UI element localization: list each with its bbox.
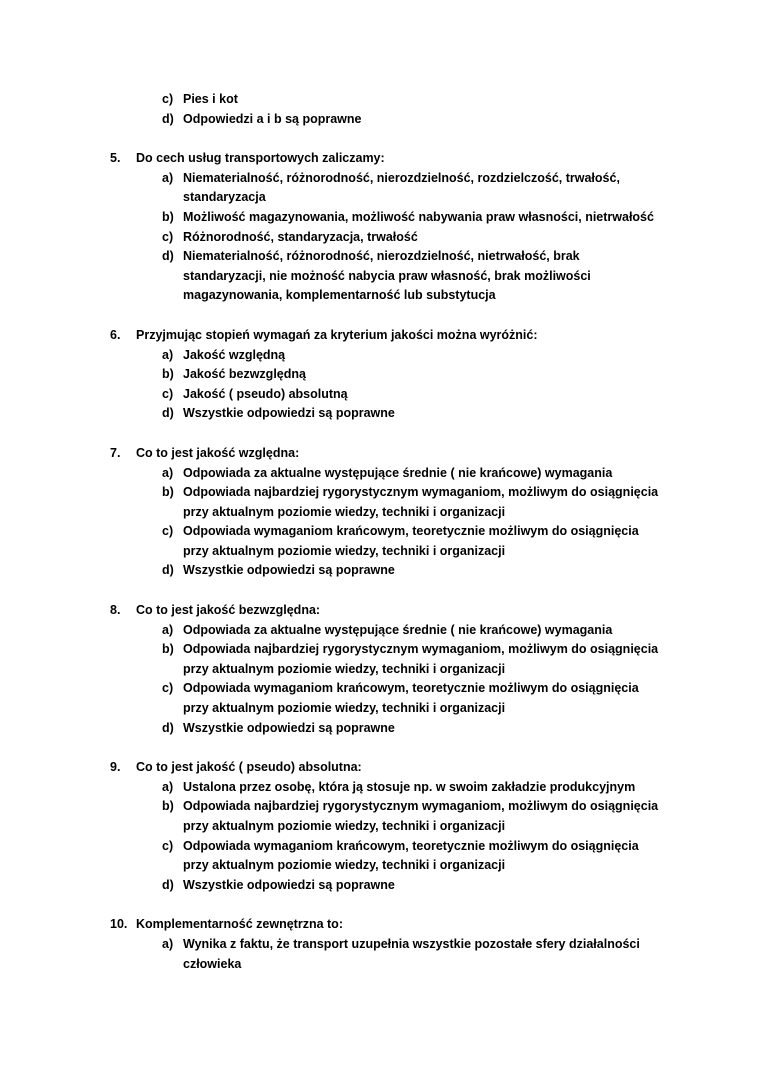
- question-text: Co to jest jakość ( pseudo) absolutna:: [136, 760, 362, 775]
- option-letter: a): [162, 779, 174, 794]
- question-text: Co to jest jakość względna:: [136, 445, 300, 460]
- option-c: [162, 837, 662, 876]
- option-text: Wszystkie odpowiedzi są poprawne: [183, 563, 395, 578]
- option-text: Odpowiada najbardziej rygorystycznym wymaganiom, możliwym do osiągnięcia przy aktualnym poziomie wiedzy, techniki i organizacji: [183, 799, 659, 833]
- option-letter: c): [162, 681, 174, 696]
- option-text: Wszystkie odpowiedzi są poprawne: [183, 406, 395, 421]
- option-text: Niematerialność, różnorodność, nierozdzielność, nietrwałość, brak standaryzacji, nie możność nabycia praw własność, brak możliwości magazynowania, komplementarność lub substytucja: [183, 249, 591, 303]
- option-text: Odpowiada najbardziej rygorystycznym wymaganiom, możliwym do osiągnięcia przy aktualnym poziomie wiedzy, techniki i organizacji: [183, 642, 659, 676]
- option-text: Jakość bezwzględną: [183, 367, 306, 382]
- question-number: 5.: [110, 151, 121, 166]
- question-number: 7.: [110, 445, 121, 460]
- option-letter: a): [162, 170, 174, 185]
- option-text: Możliwość magazynowania, możliwość nabywania praw własności, nietrwałość: [183, 209, 654, 224]
- option-letter: b): [162, 209, 174, 224]
- option-text: Pies i kot: [183, 92, 238, 106]
- option-letter: d): [162, 720, 174, 735]
- option-letter: a): [162, 465, 174, 480]
- options-list: [0, 464, 760, 582]
- option-a: [162, 169, 662, 208]
- option-d: [162, 719, 662, 739]
- question-10: [0, 915, 760, 974]
- option-letter: a): [162, 622, 174, 637]
- question-8: [0, 601, 760, 738]
- option-c: [162, 522, 662, 561]
- option-text: Odpowiedzi a i b są poprawne: [183, 111, 362, 126]
- option-text: Ustalona przez osobę, która ją stosuje np. w swoim zakładzie produkcyjnym: [183, 779, 636, 794]
- option-letter: d): [162, 877, 174, 892]
- options-list: [0, 935, 760, 974]
- option-d: [162, 876, 662, 896]
- option-text: Niematerialność, różnorodność, nierozdzielność, rozdzielczość, trwałość, standaryzacja: [183, 170, 620, 205]
- option-b: [162, 640, 662, 679]
- option-d: [162, 110, 662, 130]
- option-letter: c): [162, 386, 174, 401]
- question-7: [0, 444, 760, 581]
- option-letter: c): [162, 524, 174, 539]
- option-c: [162, 228, 662, 248]
- option-letter: c): [162, 92, 174, 106]
- option-text: Różnorodność, standaryzacja, trwałość: [183, 229, 418, 244]
- option-letter: d): [162, 406, 174, 421]
- question-title: [0, 444, 760, 464]
- option-letter: b): [162, 485, 174, 500]
- question-title: [0, 326, 760, 346]
- question-5: [0, 149, 760, 306]
- option-b: [162, 208, 662, 228]
- options-list: [0, 346, 760, 424]
- question-6: [0, 326, 760, 424]
- question-text: Co to jest jakość bezwzględna:: [136, 603, 321, 618]
- option-c: [162, 90, 662, 110]
- option-b: [162, 365, 662, 385]
- option-text: Odpowiada wymaganiom krańcowym, teoretycznie możliwym do osiągnięcia przy aktualnym poziomie wiedzy, techniki i organizacji: [183, 681, 639, 716]
- option-letter: d): [162, 111, 174, 126]
- option-text: Jakość ( pseudo) absolutną: [183, 386, 348, 401]
- question-number: 10.: [110, 917, 128, 932]
- option-text: Wszystkie odpowiedzi są poprawne: [183, 877, 395, 892]
- options-list: [0, 778, 760, 896]
- option-c: [162, 385, 662, 405]
- question-number: 9.: [110, 760, 121, 775]
- document-page: [0, 90, 760, 974]
- option-a: [162, 346, 662, 366]
- option-text: Odpowiada wymaganiom krańcowym, teoretycznie możliwym do osiągnięcia przy aktualnym poziomie wiedzy, techniki i organizacji: [183, 838, 639, 873]
- option-d: [162, 404, 662, 424]
- question-title: [0, 915, 760, 935]
- option-text: Odpowiada za aktualne występujące średnie ( nie krańcowe) wymagania: [183, 465, 613, 480]
- question-9: [0, 758, 760, 895]
- question-title: [0, 149, 760, 169]
- question-text: Do cech usług transportowych zaliczamy:: [136, 151, 385, 166]
- option-a: [162, 935, 662, 974]
- option-letter: c): [162, 229, 174, 244]
- option-text: Wszystkie odpowiedzi są poprawne: [183, 720, 395, 735]
- option-a: [162, 464, 662, 484]
- option-text: Wynika z faktu, że transport uzupełnia wszystkie pozostałe sfery działalności człowieka: [183, 936, 640, 971]
- question-text: Komplementarność zewnętrzna to:: [136, 917, 343, 932]
- options-list: [0, 621, 760, 739]
- option-text: Odpowiada za aktualne występujące średnie ( nie krańcowe) wymagania: [183, 622, 613, 637]
- option-letter: b): [162, 799, 174, 814]
- option-a: [162, 778, 662, 798]
- option-text: Odpowiada najbardziej rygorystycznym wymaganiom, możliwym do osiągnięcia przy aktualnym poziomie wiedzy, techniki i organizacji: [183, 485, 659, 519]
- option-d: [162, 561, 662, 581]
- option-letter: a): [162, 347, 174, 362]
- option-letter: a): [162, 936, 174, 951]
- option-letter: d): [162, 249, 174, 264]
- option-a: [162, 621, 662, 641]
- option-letter: c): [162, 838, 174, 853]
- option-letter: d): [162, 563, 174, 578]
- option-c: [162, 679, 662, 718]
- option-letter: b): [162, 367, 174, 382]
- options-list: [0, 169, 760, 306]
- continued-options: [0, 90, 760, 129]
- question-title: [0, 601, 760, 621]
- option-letter: b): [162, 642, 174, 657]
- option-b: [162, 797, 662, 836]
- option-text: Jakość względną: [183, 347, 286, 362]
- option-d: [162, 247, 662, 306]
- question-number: 6.: [110, 327, 121, 342]
- question-title: [0, 758, 760, 778]
- option-text: Odpowiada wymaganiom krańcowym, teoretycznie możliwym do osiągnięcia przy aktualnym poziomie wiedzy, techniki i organizacji: [183, 524, 639, 558]
- option-b: [162, 483, 662, 522]
- question-text: Przyjmując stopień wymagań za kryterium jakości można wyróżnić:: [136, 327, 538, 342]
- question-number: 8.: [110, 603, 121, 618]
